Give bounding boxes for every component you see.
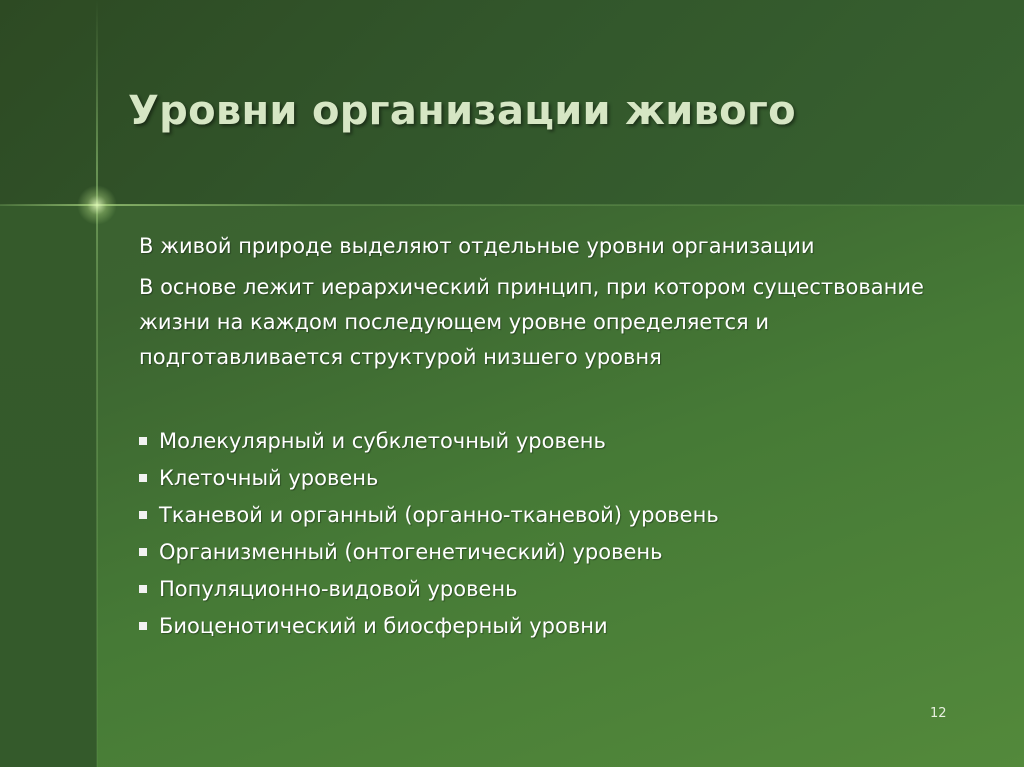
list-item bbox=[139, 496, 719, 533]
square-bullet-icon bbox=[139, 622, 147, 630]
square-bullet-icon bbox=[139, 548, 147, 556]
square-bullet-icon bbox=[139, 437, 147, 445]
list-item-label: Клеточный уровень bbox=[159, 465, 379, 490]
sparkle-decoration bbox=[77, 185, 117, 225]
vertical-accent-line bbox=[96, 0, 98, 767]
levels-list bbox=[139, 422, 719, 644]
list-item bbox=[139, 607, 719, 644]
list-item-label: Биоценотический и биосферный уровни bbox=[159, 613, 608, 638]
list-item bbox=[139, 570, 719, 607]
list-item bbox=[139, 422, 719, 459]
square-bullet-icon bbox=[139, 474, 147, 482]
list-item-label: Организменный (онтогенетический) уровень bbox=[159, 539, 663, 564]
list-item-label: Популяционно-видовой уровень bbox=[159, 576, 518, 601]
slide-title: Уровни организации живого bbox=[128, 88, 796, 134]
square-bullet-icon bbox=[139, 585, 147, 593]
page-number: 12 bbox=[930, 706, 947, 721]
horizontal-accent-line bbox=[0, 204, 1024, 206]
square-bullet-icon bbox=[139, 511, 147, 519]
list-item bbox=[139, 459, 719, 496]
list-item bbox=[139, 533, 719, 570]
left-band bbox=[0, 205, 97, 767]
principle-paragraph: В основе лежит иерархический принцип, при котором существование жизни на каждом последующем уровне определяется и подготавливается структурой низшего уровня bbox=[139, 275, 924, 369]
list-item-label: Молекулярный и субклеточный уровень bbox=[159, 428, 606, 453]
list-item-label: Тканевой и органный (органно-тканевой) уровень bbox=[159, 502, 719, 527]
intro-paragraph: В живой природе выделяют отдельные уровни организации bbox=[139, 234, 815, 258]
